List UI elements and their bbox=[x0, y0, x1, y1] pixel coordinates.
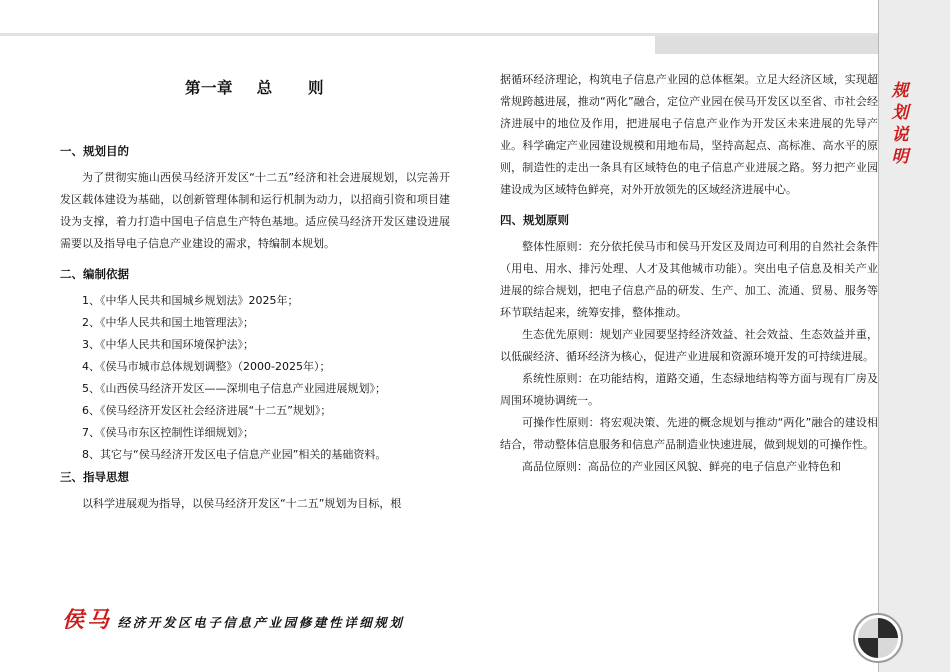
list-item: 2、《中华人民共和国土地管理法》； bbox=[82, 316, 254, 329]
section-heading-basis: 二、编制依据 bbox=[60, 267, 129, 281]
footer-subtitle: 经济开发区电子信息产业园修建性详细规划 bbox=[117, 615, 405, 630]
list-item: 8、其它与“侯马经济开发区电子信息产业园”相关的基础资料。 bbox=[82, 448, 387, 461]
principle-paragraph: 系统性原则：在功能结构，道路交通，生态绿地结构等方面与现有厂房及周围环境协调统一。 bbox=[500, 372, 878, 407]
basis-list bbox=[60, 290, 450, 466]
section-paragraph-purpose: 为了贯彻实施山西侯马经济开发区“十二五”经济和社会进展规划，以完善开发区载体建设为基础，以创新管理体制和运行机制为动力，以招商引资和项目建设为支撑，着力打造中国电子信息生产特色基地。适应侯马经济开发区建设进展需要以及指导电子信息产业建设的需求，特编制本规划。 bbox=[60, 171, 450, 250]
right-column bbox=[500, 69, 878, 478]
footer-title bbox=[62, 603, 405, 634]
quartered-circle-logo-icon bbox=[852, 612, 904, 664]
section-heading-principles: 四、规划原则 bbox=[500, 213, 569, 227]
list-item: 6、《侯马经济开发区社会经济进展“十二五”规划》； bbox=[82, 404, 332, 417]
principle-paragraph: 高品位原则：高品位的产业园区风貌、鲜亮的电子信息产业特色和 bbox=[522, 460, 841, 473]
left-column bbox=[60, 140, 450, 515]
principle-paragraph: 可操作性原则：将宏观决策、先进的概念规划与推动“两化”融合的建设相结合，带动整体信息服务和信息产品制造业快速进展，做到规划的可操作性。 bbox=[500, 416, 878, 451]
list-item: 3、《中华人民共和国环境保护法》； bbox=[82, 338, 254, 351]
list-item: 7、《侯马市东区控制性详细规划》； bbox=[82, 426, 254, 439]
section-paragraph-guidance: 以科学进展观为指导，以侯马经济开发区“十二五”规划为目标，根 bbox=[82, 497, 402, 510]
principle-paragraph: 生态优先原则：规划产业园要坚持经济效益、社会效益、生态效益并重，以低碳经济、循环经济为核心，促进产业进展和资源环境开发的可持续进展。 bbox=[500, 328, 878, 363]
section-heading-purpose: 一、规划目的 bbox=[60, 144, 129, 158]
side-title: 规划说明 bbox=[891, 81, 909, 167]
chapter-title: 第一章 总 则 bbox=[185, 79, 324, 97]
continued-paragraph: 据循环经济理论，构筑电子信息产业园的总体框架。立足大经济区域，实现超常规跨越进展，推动“两化”融合，定位产业园在侯马开发区以至省、市社会经济进展中的地位及作用，把进展电子信息产业作为开发区未来进展的先导产业。科学确定产业园建设规模和用地布局，坚持高起点、高标准、高水平的原则，制造性的走出一条具有区域特色的电子信息产业进展之路。努力把产业园建设成为区域特色鲜亮，对外开放领先的区域经济进展中心。 bbox=[500, 73, 878, 196]
list-item: 1、《中华人民共和国城乡规划法》2025年； bbox=[82, 294, 299, 307]
list-item: 5、《山西侯马经济开发区——深圳电子信息产业园进展规划》； bbox=[82, 382, 386, 395]
principle-paragraph: 整体性原则：充分依托侯马市和侯马开发区及周边可利用的自然社会条件（用电、用水、排污处理、人才及其他城市功能）。突出电子信息及相关产业进展的综合规划，把电子信息产品的研发、生产、加工、流通、贸易、服务等环节联结起来，统筹安排，整体推动。 bbox=[500, 240, 878, 319]
header-bar bbox=[655, 36, 878, 54]
side-divider bbox=[878, 0, 879, 672]
section-heading-guidance: 三、指导思想 bbox=[60, 470, 129, 484]
footer-brand: 侯马 bbox=[62, 607, 113, 633]
list-item: 4、《侯马市城市总体规划调整》（2000-2025年）； bbox=[82, 360, 331, 373]
